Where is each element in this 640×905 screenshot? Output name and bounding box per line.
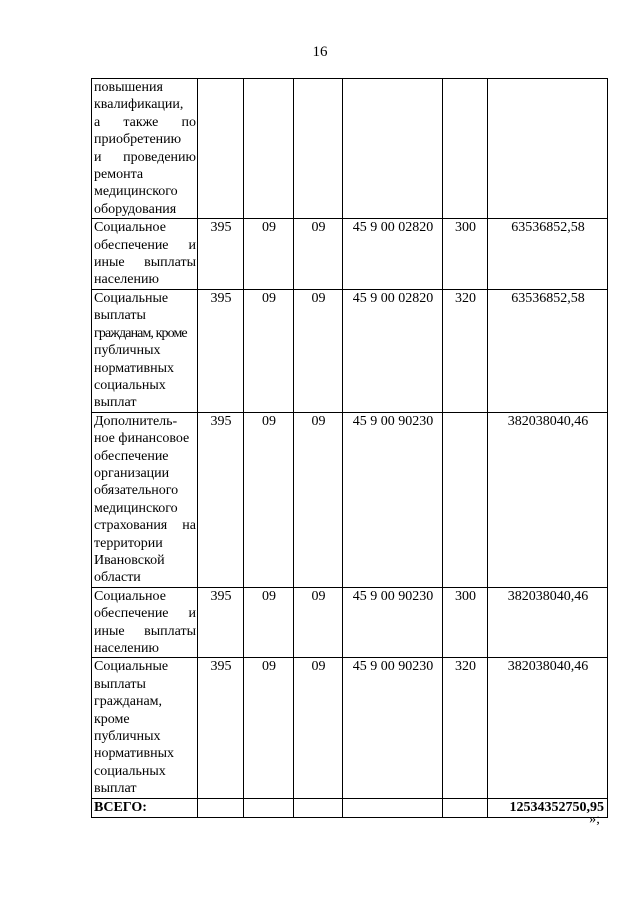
- row-name: [92, 289, 198, 412]
- row-article: 45 9 00 02820: [343, 219, 443, 290]
- row-name-line: повышения: [94, 80, 163, 95]
- table-row: [92, 289, 608, 412]
- row-name-line: публичных: [94, 343, 161, 359]
- row-code: 395: [198, 219, 244, 290]
- row-name-line: оборудования: [94, 201, 177, 217]
- row-name: [92, 658, 198, 798]
- row-section: 09: [244, 219, 294, 290]
- row-name-line: Социальное: [94, 220, 166, 236]
- row-name-line: гражданам,: [94, 694, 163, 710]
- row-name-line: квалификации,: [94, 97, 184, 113]
- row-name-line: выплаты: [94, 676, 146, 692]
- row-name-line: нормативных: [94, 746, 175, 762]
- page-number: 16: [312, 44, 328, 60]
- budget-table-body: [92, 79, 608, 818]
- table-row: [92, 79, 608, 219]
- row-article: 45 9 00 90230: [343, 412, 443, 587]
- row-name-line: выплаты: [94, 308, 146, 324]
- row-name: [92, 587, 198, 658]
- total-label: ВСЕГО:: [92, 798, 198, 817]
- closing-quote-mark: »;: [589, 812, 600, 827]
- row-name-line: обеспечение: [94, 448, 169, 464]
- row-name-line: социальных: [94, 377, 166, 393]
- row-name-line: ное финансовое: [94, 431, 190, 447]
- row-name-line: страхования на: [94, 518, 196, 534]
- row-section: 09: [244, 658, 294, 798]
- row-name-line: Ивановской: [94, 552, 165, 568]
- row-section: 09: [244, 587, 294, 658]
- row-name-line: обеспечение и: [94, 237, 196, 253]
- row-subsection: [294, 79, 343, 219]
- row-name-line: организации: [94, 465, 170, 481]
- row-name-line: Социальные: [94, 659, 169, 675]
- row-name-line: а также по: [94, 114, 196, 130]
- row-expense-kind: [443, 79, 488, 219]
- row-subsection: 09: [294, 587, 343, 658]
- row-name-line: населению: [94, 272, 159, 288]
- total-sum: 12534352750,95: [488, 798, 608, 817]
- total-empty-cell: [244, 798, 294, 817]
- row-name-line: социальных: [94, 763, 166, 779]
- row-name-line: населению: [94, 641, 159, 656]
- row-name-line: гражданам, кроме: [94, 325, 187, 341]
- row-name-line: публичных: [94, 729, 161, 745]
- row-name-line: выплат: [94, 781, 137, 797]
- total-empty-cell: [343, 798, 443, 817]
- row-code: 395: [198, 658, 244, 798]
- row-name-line: нормативных: [94, 360, 175, 376]
- total-empty-cell: [443, 798, 488, 817]
- row-section: 09: [244, 412, 294, 587]
- row-name-line: медицинского: [94, 184, 178, 200]
- row-name-line: Социальные: [94, 290, 169, 306]
- row-name-line: иные выплаты: [94, 255, 196, 271]
- row-article: 45 9 00 90230: [343, 587, 443, 658]
- table-row: [92, 219, 608, 290]
- row-expense-kind: 300: [443, 219, 488, 290]
- row-subsection: 09: [294, 289, 343, 412]
- row-code: [198, 79, 244, 219]
- row-name-line: области: [94, 570, 141, 586]
- row-name: [92, 412, 198, 587]
- row-sum: 382038040,46: [488, 412, 608, 587]
- row-code: 395: [198, 289, 244, 412]
- row-article: 45 9 00 90230: [343, 658, 443, 798]
- total-row: [92, 798, 608, 817]
- row-name-line: иные выплаты: [94, 623, 196, 639]
- row-section: 09: [244, 289, 294, 412]
- row-name-line: обеспечение и: [94, 606, 196, 622]
- row-sum: 63536852,58: [488, 219, 608, 290]
- row-subsection: 09: [294, 658, 343, 798]
- row-name-line: Социальное: [94, 588, 166, 604]
- row-expense-kind: 320: [443, 658, 488, 798]
- row-article: 45 9 00 02820: [343, 289, 443, 412]
- row-article: [343, 79, 443, 219]
- row-name-line: и проведению: [94, 149, 196, 165]
- row-name-line: ремонта: [94, 167, 144, 183]
- row-section: [244, 79, 294, 219]
- budget-table: [91, 78, 608, 818]
- row-code: 395: [198, 412, 244, 587]
- row-name: [92, 79, 198, 219]
- table-row: [92, 587, 608, 658]
- row-name-line: выплат: [94, 395, 137, 411]
- row-subsection: 09: [294, 412, 343, 587]
- total-empty-cell: [294, 798, 343, 817]
- row-expense-kind: 300: [443, 587, 488, 658]
- row-name-line: территории: [94, 535, 163, 551]
- row-name: [92, 219, 198, 290]
- row-name-line: обязательного: [94, 483, 179, 499]
- row-code: 395: [198, 587, 244, 658]
- row-sum: 382038040,46: [488, 587, 608, 658]
- row-subsection: 09: [294, 219, 343, 290]
- row-expense-kind: 320: [443, 289, 488, 412]
- row-name-line: кроме: [94, 711, 130, 727]
- row-sum: 63536852,58: [488, 289, 608, 412]
- table-row: [92, 412, 608, 587]
- row-name-line: Дополнитель-: [94, 413, 178, 429]
- row-name-line: приобретению: [94, 132, 182, 148]
- row-sum: [488, 79, 608, 219]
- row-expense-kind: [443, 412, 488, 587]
- row-sum: 382038040,46: [488, 658, 608, 798]
- total-empty-cell: [198, 798, 244, 817]
- row-name-line: медицинского: [94, 500, 178, 516]
- table-row: [92, 658, 608, 798]
